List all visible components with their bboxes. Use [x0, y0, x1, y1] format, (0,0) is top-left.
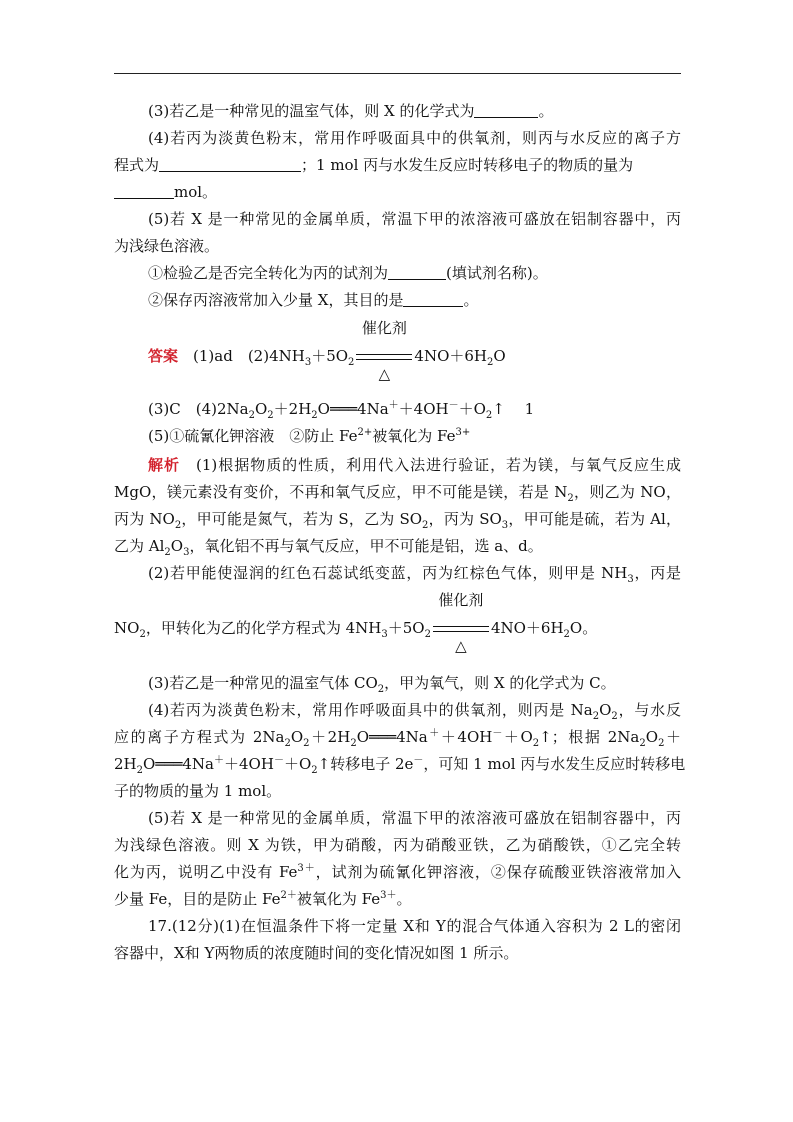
- analysis-line-3: 丙为 $NO_2$，甲可能是氮气，若为 S，乙为 $SO_2$，丙为 $SO_3$，甲可能是硫，若为 Al，: [114, 510, 681, 531]
- analysis-text: 丙为 NO: [114, 510, 175, 528]
- analysis-text: 应的离子方程式为 2Na: [114, 728, 285, 746]
- answer-blank: [403, 291, 463, 307]
- analysis-text: (5)若 X 是一种常见的金属单质，常温下甲的浓溶液可盛放在铝制容器中，丙: [148, 809, 681, 827]
- analysis-text: 子的物质的量为 1 mol。: [114, 782, 282, 800]
- answer-text: (5)①硫氰化钾溶液 ②防止 Fe: [148, 427, 358, 445]
- analysis-text: (2)若甲能使湿润的红色石蕊试纸变蓝，丙为红棕色气体，则甲是 NH: [148, 564, 628, 582]
- analysis-line-12: [148, 808, 681, 828]
- catalyst-label: 催化剂: [438, 591, 484, 609]
- analysis-line-8: (4)若丙为淡黄色粉末，常用作呼吸面具中的供氧剂，则丙是 $Na_2O_2$，与水反: [148, 701, 681, 722]
- question-5-text: ①检验乙是否完全转化为丙的试剂为: [148, 264, 389, 282]
- question-4-line-3: [114, 182, 681, 202]
- question-17-line-2: [114, 943, 681, 963]
- analysis-line-1: [148, 455, 681, 475]
- question-3: [148, 101, 681, 121]
- question-4-text: 程式为: [114, 156, 160, 174]
- analysis-line-11: [114, 781, 681, 801]
- heat-symbol: △: [378, 365, 391, 383]
- analysis-text: (4)若丙为淡黄色粉末，常用作呼吸面具中的供氧剂，则丙是 Na: [148, 701, 593, 719]
- question-5-sub-1: [148, 263, 681, 283]
- analysis-text: 乙为 Al: [114, 537, 165, 555]
- reaction-condition: [431, 591, 491, 655]
- question-4-text: ；1 mol 丙与水发生反应时转移电子的物质的量为: [301, 156, 634, 174]
- question-5-text: 。: [463, 291, 479, 309]
- reaction-condition: [354, 319, 414, 383]
- catalyst-label: 催化剂: [361, 319, 407, 337]
- answer-line-3: (5)①硫氰化钾溶液 ②防止 $Fe^{2+}$被氧化为 $Fe^{3+}$: [148, 427, 471, 445]
- analysis-text: MgO，镁元素没有变价，不再和氧气反应，甲不可能是镁，若是 N: [114, 483, 568, 501]
- question-4-text: mol。: [174, 183, 218, 201]
- analysis-line-9: 应的离子方程式为 $2Na_2O_2+2H_2O═══4Na^++4OH^-+O_2↑$；根据 $2Na_2O_2+$: [114, 728, 682, 749]
- analysis-line-7: (3)若乙是一种常见的温室气体 $CO_2$，甲为氧气，则 X 的化学式为 C。: [148, 674, 616, 695]
- analysis-line-13: [114, 835, 681, 855]
- question-4-text: (4)若丙为淡黄色粉末，常用作呼吸面具中的供氧剂，则丙与水反应的离子方: [148, 129, 681, 147]
- question-5-text: ②保存丙溶液常加入少量 X，其目的是: [148, 291, 404, 309]
- question-4-line-2: [114, 155, 681, 175]
- analysis-line-6: $NO_2$，甲转化为乙的化学方程式为 $4NH_3+5O_2$ 催化剂 △ $4NO+6H_2O$。: [114, 591, 598, 655]
- answer-line-1: 答案 (1)ad $(2)4NH_3+5O_2$ 催化剂 △ $4NO+6H_2O$: [148, 319, 506, 383]
- answer-blank: [159, 156, 301, 172]
- analysis-line-14: 化为丙，说明乙中没有 $Fe^{3+}$，试剂为硫氰化钾溶液，②保存硫酸亚铁溶液常加入: [114, 863, 681, 881]
- answer-blank: [114, 183, 174, 199]
- analysis-text: 化为丙，说明乙中没有 Fe: [114, 863, 298, 881]
- analysis-line-4: 乙为 $Al_2O_3$，氧化铝不再与氧气反应，甲不可能是铝，选 a、d。: [114, 537, 543, 558]
- answer-blank: [388, 264, 446, 280]
- analysis-line-2: MgO，镁元素没有变价，不再和氧气反应，甲不可能是镁，若是 $N_2$，则乙为 NO，: [114, 483, 681, 504]
- answer-blank: [474, 102, 538, 118]
- question-5-text: 为浅绿色溶液。: [114, 237, 220, 255]
- question-5-line-2: [114, 236, 681, 256]
- analysis-line-10: $2H_2O═══4Na^++4OH^-+O_2↑$转移电子 2e－，可知 1 mol 丙与水发生反应时转移电: [114, 755, 686, 776]
- question-17-text: 容器中，X和 Y两物质的浓度随时间的变化情况如图 1 所示。: [114, 944, 519, 962]
- answer-line-2: (3)C $(4)2Na_2O_2+2H_2O═══4Na^++4OH^-+O_2↑$ 1: [148, 400, 535, 421]
- answer-text: (1)ad (2)4NH: [193, 347, 305, 365]
- answer-label: 答案: [148, 347, 179, 365]
- analysis-text: 为浅绿色溶液。则 X 为铁，甲为硝酸，丙为硝酸亚铁，乙为硝酸铁，①乙完全转: [114, 836, 681, 854]
- question-5-text: (5)若 X 是一种常见的金属单质，常温下甲的浓溶液可盛放在铝制容器中，丙: [148, 210, 681, 228]
- question-17-text: 17.(12分)(1)在恒温条件下将一定量 X和 Y的混合气体通入容积为 2 L的密闭: [148, 917, 681, 935]
- question-3-text: (3)若乙是一种常见的温室气体，则 X 的化学式为: [148, 102, 475, 120]
- question-5-text: (填试剂名称)。: [446, 264, 548, 282]
- analysis-line-5: (2)若甲能使湿润的红色石蕊试纸变蓝，丙为红棕色气体，则甲是 $NH_3$，丙是: [148, 564, 681, 585]
- question-17-line-1: [148, 916, 681, 936]
- question-4-line-1: [148, 128, 681, 148]
- analysis-label: 解析: [148, 456, 180, 474]
- analysis-line-15: 少量 Fe，目的是防止 $Fe^{2+}$被氧化为 $Fe^{3+}$。: [114, 890, 412, 908]
- question-3-end: 。: [538, 102, 554, 120]
- question-5-sub-2: [148, 290, 681, 310]
- answer-text: (3)C (4)2Na: [148, 400, 249, 418]
- analysis-text: (3)若乙是一种常见的温室气体 CO: [148, 674, 378, 692]
- analysis-text: (1)根据物质的性质，利用代入法进行验证，若为镁，与氧气反应生成: [195, 456, 681, 474]
- question-5-line-1: [148, 209, 681, 229]
- header-rule: [114, 73, 681, 74]
- heat-symbol: △: [455, 637, 467, 655]
- analysis-text: 少量 Fe，目的是防止 Fe: [114, 890, 281, 908]
